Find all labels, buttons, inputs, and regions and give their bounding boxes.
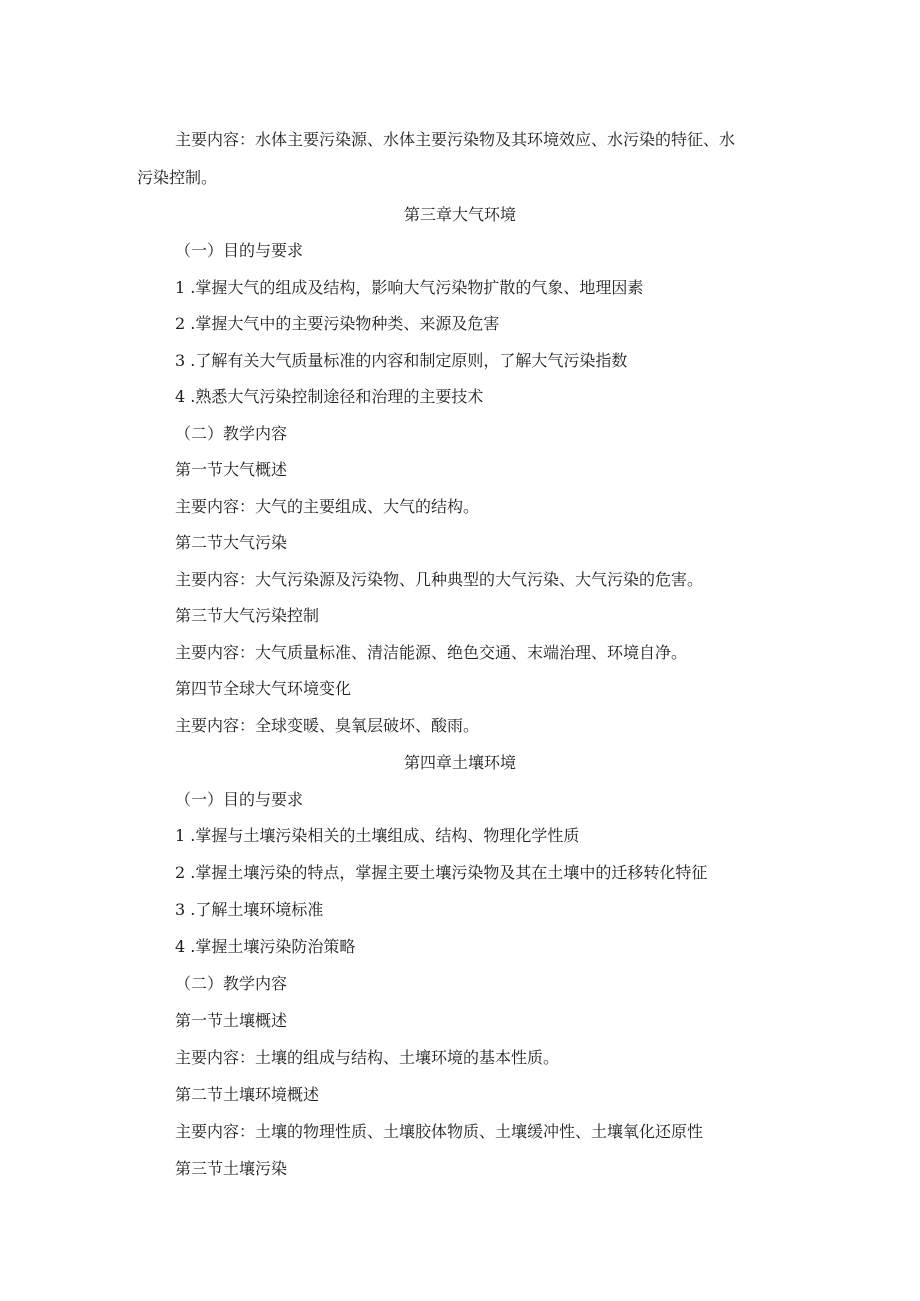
section-3-content: 主要内容：大气质量标准、清洁能源、绝色交通、末端治理、环境自净。 [175,643,688,662]
ch4-section-2-title: 第二节土壤环境概述 [175,1085,320,1104]
objective-item-3: 3 .了解有关大气质量标准的内容和制定原则，了解大气污染指数 [175,351,628,370]
section-teaching-content-heading-2: （二）教学内容 [175,974,288,993]
chapter-3-title: 第三章大气环境 [403,205,516,224]
ch4-section-3-title: 第三节土壤污染 [175,1159,288,1178]
objective-item-1: 1 .掌握大气的组成及结构，影响大气污染物扩散的气象、地理因素 [175,278,644,297]
section-2-title: 第二节大气污染 [175,533,288,552]
section-1-content: 主要内容：大气的主要组成、大气的结构。 [175,497,480,516]
section-1-title: 第一节大气概述 [175,460,288,479]
objective-item-4-ch4: 4 .掌握土壤污染防治策略 [175,937,356,956]
chapter-4-title: 第四章土壤环境 [403,753,516,772]
objective-item-1-ch4: 1 .掌握与土壤污染相关的土壤组成、结构、物理化学性质 [175,826,580,845]
section-teaching-content-heading: （二）教学内容 [175,424,288,443]
paragraph-water-main-content-cont: 污染控制。 [137,168,218,187]
section-4-title: 第四节全球大气环境变化 [175,679,352,698]
section-4-content: 主要内容：全球变暖、臭氧层破坏、酸雨。 [175,716,480,735]
ch4-section-1-title: 第一节土壤概述 [175,1011,288,1030]
objective-item-2-ch4: 2 .掌握土壤污染的特点，掌握主要土壤污染物及其在土壤中的迁移转化特征 [175,863,708,882]
section-2-content: 主要内容：大气污染源及污染物、几种典型的大气污染、大气污染的危害。 [175,570,704,589]
objective-item-3-ch4: 3 .了解土壤环境标准 [175,900,324,919]
section-objectives-heading: （一）目的与要求 [175,241,304,260]
paragraph-water-main-content: 主要内容：水体主要污染源、水体主要污染物及其环境效应、水污染的特征、水 [175,130,736,149]
objective-item-2: 2 .掌握大气中的主要污染物种类、来源及危害 [175,314,500,333]
section-3-title: 第三节大气污染控制 [175,606,320,625]
ch4-section-1-content: 主要内容：土壤的组成与结构、土壤环境的基本性质。 [175,1048,560,1067]
objective-item-4: 4 .熟悉大气污染控制途径和治理的主要技术 [175,387,484,406]
section-objectives-heading-2: （一）目的与要求 [175,790,304,809]
ch4-section-2-content: 主要内容：土壤的物理性质、土壤胶体物质、土壤缓冲性、土壤氧化还原性 [175,1122,704,1141]
